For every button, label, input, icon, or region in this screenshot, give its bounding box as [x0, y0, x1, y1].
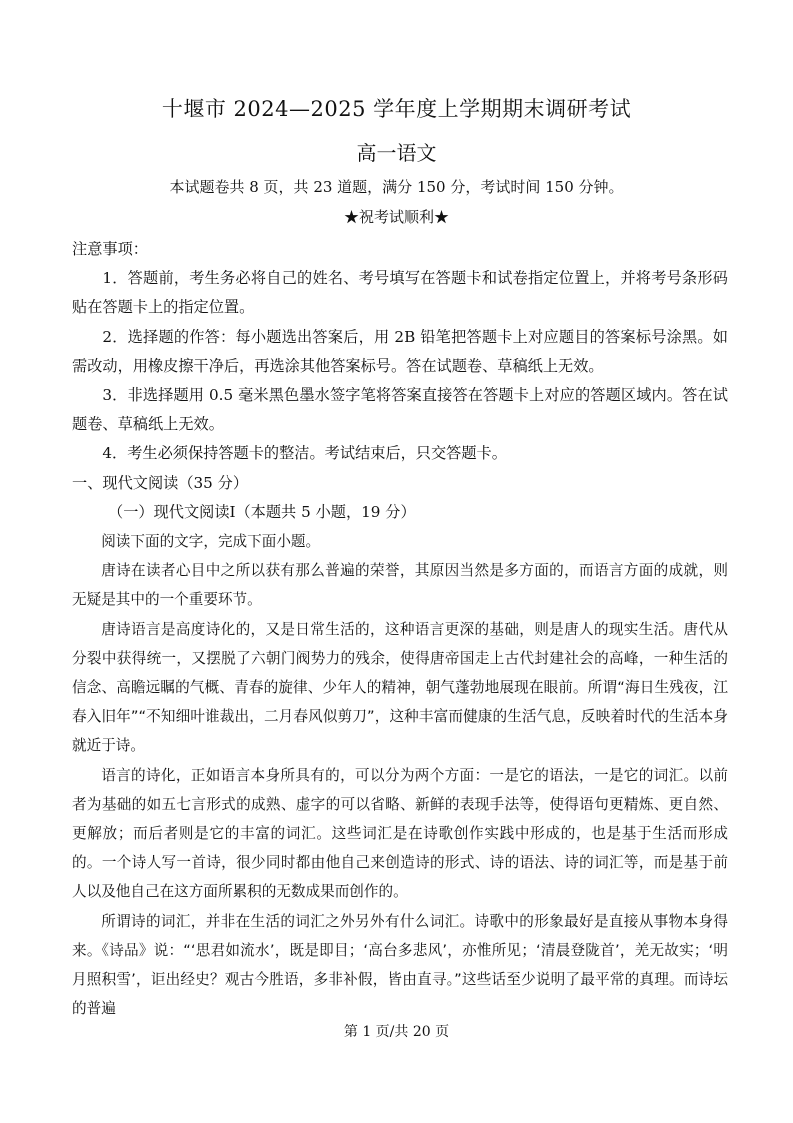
exam-info: 本试题卷共 8 页，共 23 道题，满分 150 分，考试时间 150 分钟。: [169, 178, 624, 196]
notice-item-2: 2．选择题的作答：每小题选出答案后，用 2B 铅笔把答题卡上对应题目的答案标号涂黑。如需改动，用橡皮擦干净后，再选涂其他答案标号。答在试题卷、草稿纸上无效。: [72, 327, 728, 375]
notice-item-3: 3．非选择题用 0.5 毫米黑色墨水签字笔将答案直接答在答题卡上对应的答题区域内。答在试题卷、草稿纸上无效。: [72, 386, 728, 434]
passage-paragraph-4: 所谓诗的词汇，并非在生活的词汇之外另外有什么词汇。诗歌中的形象最好是直接从事物本身得来。《诗品》说：“‘思君如流水’，既是即目；‘高台多悲风’，亦惟所见；‘清晨登陇首’，羌无故实；‘明月照积雪’，讵出经史？观古今胜语，多非补假，皆由直寻。”这些话至少说明了最平常的真理。而诗坛的普遍: [72, 912, 728, 1018]
subsection-heading: （一）现代文阅读Ⅰ（本题共 5 小题，19 分）: [108, 502, 416, 521]
page-number: 第 1 页/共 20 页: [343, 1024, 450, 1040]
section-heading: 一、现代文阅读（35 分）: [72, 473, 249, 492]
notice-item-1: 1．答题前，考生务必将自己的姓名、考号填写在答题卡和试卷指定位置上，并将考号条形码贴在答题卡上的指定位置。: [72, 269, 728, 317]
reading-instruction: 阅读下面的文字，完成下面小题。: [101, 533, 321, 551]
notice-item-4: 4．考生必须保持答题卡的整洁。考试结束后，只交答题卡。: [102, 444, 507, 463]
subject-title: 高一语文: [356, 141, 437, 165]
passage-paragraph-2: 唐诗语言是高度诗化的，又是日常生活的，这种语言更深的基础，则是唐人的现实生活。唐代从分裂中获得统一，又摆脱了六朝门阀势力的残余，使得唐帝国走上古代封建社会的高峰，一种生活的信念、高瞻远瞩的气概、青春的旋律、少年人的精神，朝气蓬勃地展现在眼前。所谓“海日生残夜，江春入旧年”“不知细叶谁裁出，二月春风似剪刀”，这种丰富而健康的生活气息，反映着时代的生活本身就近于诗。: [72, 620, 728, 755]
passage-paragraph-1: 唐诗在读者心目中之所以获有那么普遍的荣誉，其原因当然是多方面的，而语言方面的成就，则无疑是其中的一个重要环节。: [72, 562, 728, 609]
notice-heading: 注意事项：: [72, 240, 148, 258]
good-luck-line: ★祝考试顺利★: [343, 208, 449, 226]
passage-paragraph-3: 语言的诗化，正如语言本身所具有的，可以分为两个方面：一是它的语法，一是它的词汇。以前者为基础的如五七言形式的成熟、虚字的可以省略、新鲜的表现手法等，使得语句更精炼、更自然、更解放；而后者则是它的丰富的词汇。这些词汇是在诗歌创作实践中形成的，也是基于生活而形成的。一个诗人写一首诗，很少同时都由他自己来创造诗的形式、诗的语法、诗的词汇等，而是基于前人以及他自己在这方面所累积的无数成果而创作的。: [72, 766, 728, 901]
exam-body: [72, 235, 728, 1023]
exam-title: 十堰市 2024—2025 学年度上学期期末调研考试: [161, 97, 632, 121]
